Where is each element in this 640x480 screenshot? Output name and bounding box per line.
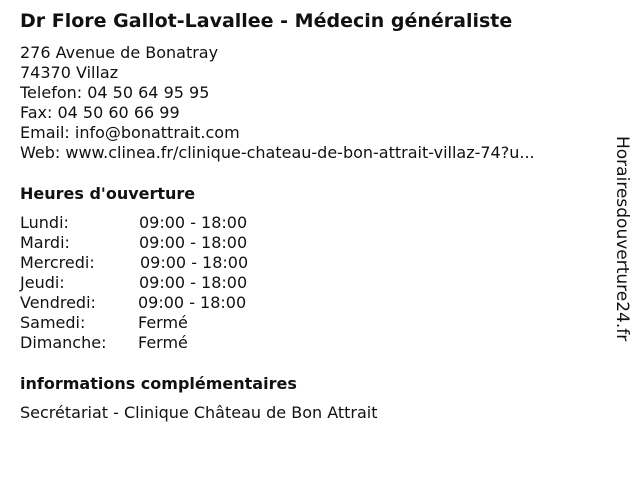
day-label: Vendredi: (20, 293, 96, 312)
extra-info-text: Secrétariat - Clinique Château de Bon Attrait (20, 403, 378, 422)
page-title: Dr Flore Gallot-Lavallee - Médecin généraliste (20, 10, 513, 32)
time-value: 09:00 - 18:00 (139, 273, 248, 292)
email-address[interactable]: Email: info@bonattrait.com (20, 123, 240, 142)
day-label: Mardi: (20, 233, 70, 252)
side-watermark (612, 136, 636, 346)
fax-number: Fax: 04 50 60 66 99 (20, 103, 180, 122)
extra-info-heading: informations complémentaires (20, 374, 297, 393)
day-label: Samedi: (20, 313, 86, 332)
time-value: 09:00 - 18:00 (138, 293, 247, 312)
time-value: Fermé (138, 313, 188, 332)
time-value: 09:00 - 18:00 (140, 253, 249, 272)
day-label: Lundi: (20, 213, 69, 232)
watermark-text: Horairesdouverture24.fr (612, 136, 632, 342)
time-value: 09:00 - 18:00 (139, 233, 248, 252)
address-street: 276 Avenue de Bonatray (20, 43, 219, 62)
time-value: 09:00 - 18:00 (139, 213, 248, 232)
day-label: Mercredi: (20, 253, 95, 272)
address-city: 74370 Villaz (20, 63, 119, 82)
day-label: Dimanche: (20, 333, 107, 352)
contact-info (20, 43, 535, 163)
day-label: Jeudi: (20, 273, 65, 292)
website-link[interactable]: Web: www.clinea.fr/clinique-chateau-de-bon-attrait-villaz-74?u... (20, 143, 535, 162)
hours-heading: Heures d'ouverture (20, 184, 196, 203)
phone-number[interactable]: Telefon: 04 50 64 95 95 (20, 83, 210, 102)
time-value: Fermé (138, 333, 188, 352)
